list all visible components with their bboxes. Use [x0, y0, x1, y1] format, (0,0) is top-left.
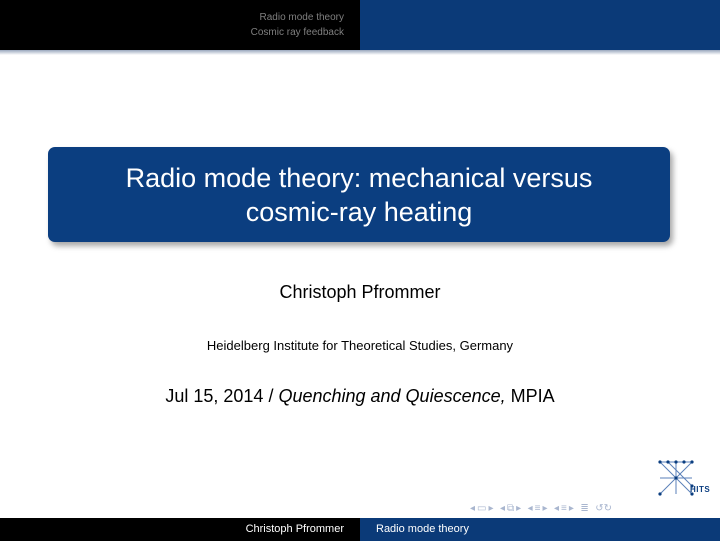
nav-next-doc-icon[interactable]: ▸: [568, 503, 574, 514]
nav-prev-section-icon[interactable]: ◂: [527, 503, 533, 514]
nav-prev-subsection-icon[interactable]: ◂: [499, 503, 505, 514]
nav-next-frame-icon[interactable]: ▸: [488, 503, 494, 514]
beamer-nav-symbols: [470, 498, 614, 512]
header-bar: [0, 0, 720, 50]
nav-section-radio-mode[interactable]: Radio mode theory: [259, 12, 344, 23]
nav-section-cosmic-ray[interactable]: Cosmic ray feedback: [250, 27, 344, 38]
date-prefix: Jul 15, 2014 /: [165, 386, 279, 406]
title-block: [48, 147, 670, 242]
logo-text: HITS: [690, 485, 711, 494]
frame-icon[interactable]: ▭: [477, 503, 487, 514]
date-line: [0, 386, 720, 407]
nav-prev-doc-icon[interactable]: ◂: [553, 503, 560, 514]
subsection-icon[interactable]: ⧉: [507, 503, 515, 514]
venue: MPIA: [505, 386, 555, 406]
nav-prev-frame-icon[interactable]: ◂: [470, 503, 476, 514]
search-zoom-icon[interactable]: ↺↻: [595, 503, 612, 514]
author-name: Christoph Pfrommer: [279, 282, 441, 302]
footer-author: Christoph Pfrommer: [245, 523, 344, 535]
section-icon[interactable]: ≡: [534, 503, 541, 514]
event-name: Quenching and Quiescence,: [278, 386, 506, 406]
institute: Heidelberg Institute for Theoretical Studies, Germany: [206, 338, 514, 353]
title-line-1: Radio mode theory: mechanical versus: [125, 162, 593, 193]
header-shadow: [0, 50, 720, 55]
appendix-icon[interactable]: ≣: [580, 503, 589, 514]
header-right: [360, 0, 720, 50]
nav-next-section-icon[interactable]: ▸: [542, 503, 548, 514]
title-line-2: cosmic-ray heating: [245, 196, 473, 227]
footer-bar: [0, 518, 720, 541]
footer-title: Radio mode theory: [376, 523, 469, 535]
doc-icon[interactable]: ≡: [561, 503, 567, 514]
nav-next-subsection-icon[interactable]: ▸: [516, 503, 522, 514]
header-left: [0, 0, 360, 50]
